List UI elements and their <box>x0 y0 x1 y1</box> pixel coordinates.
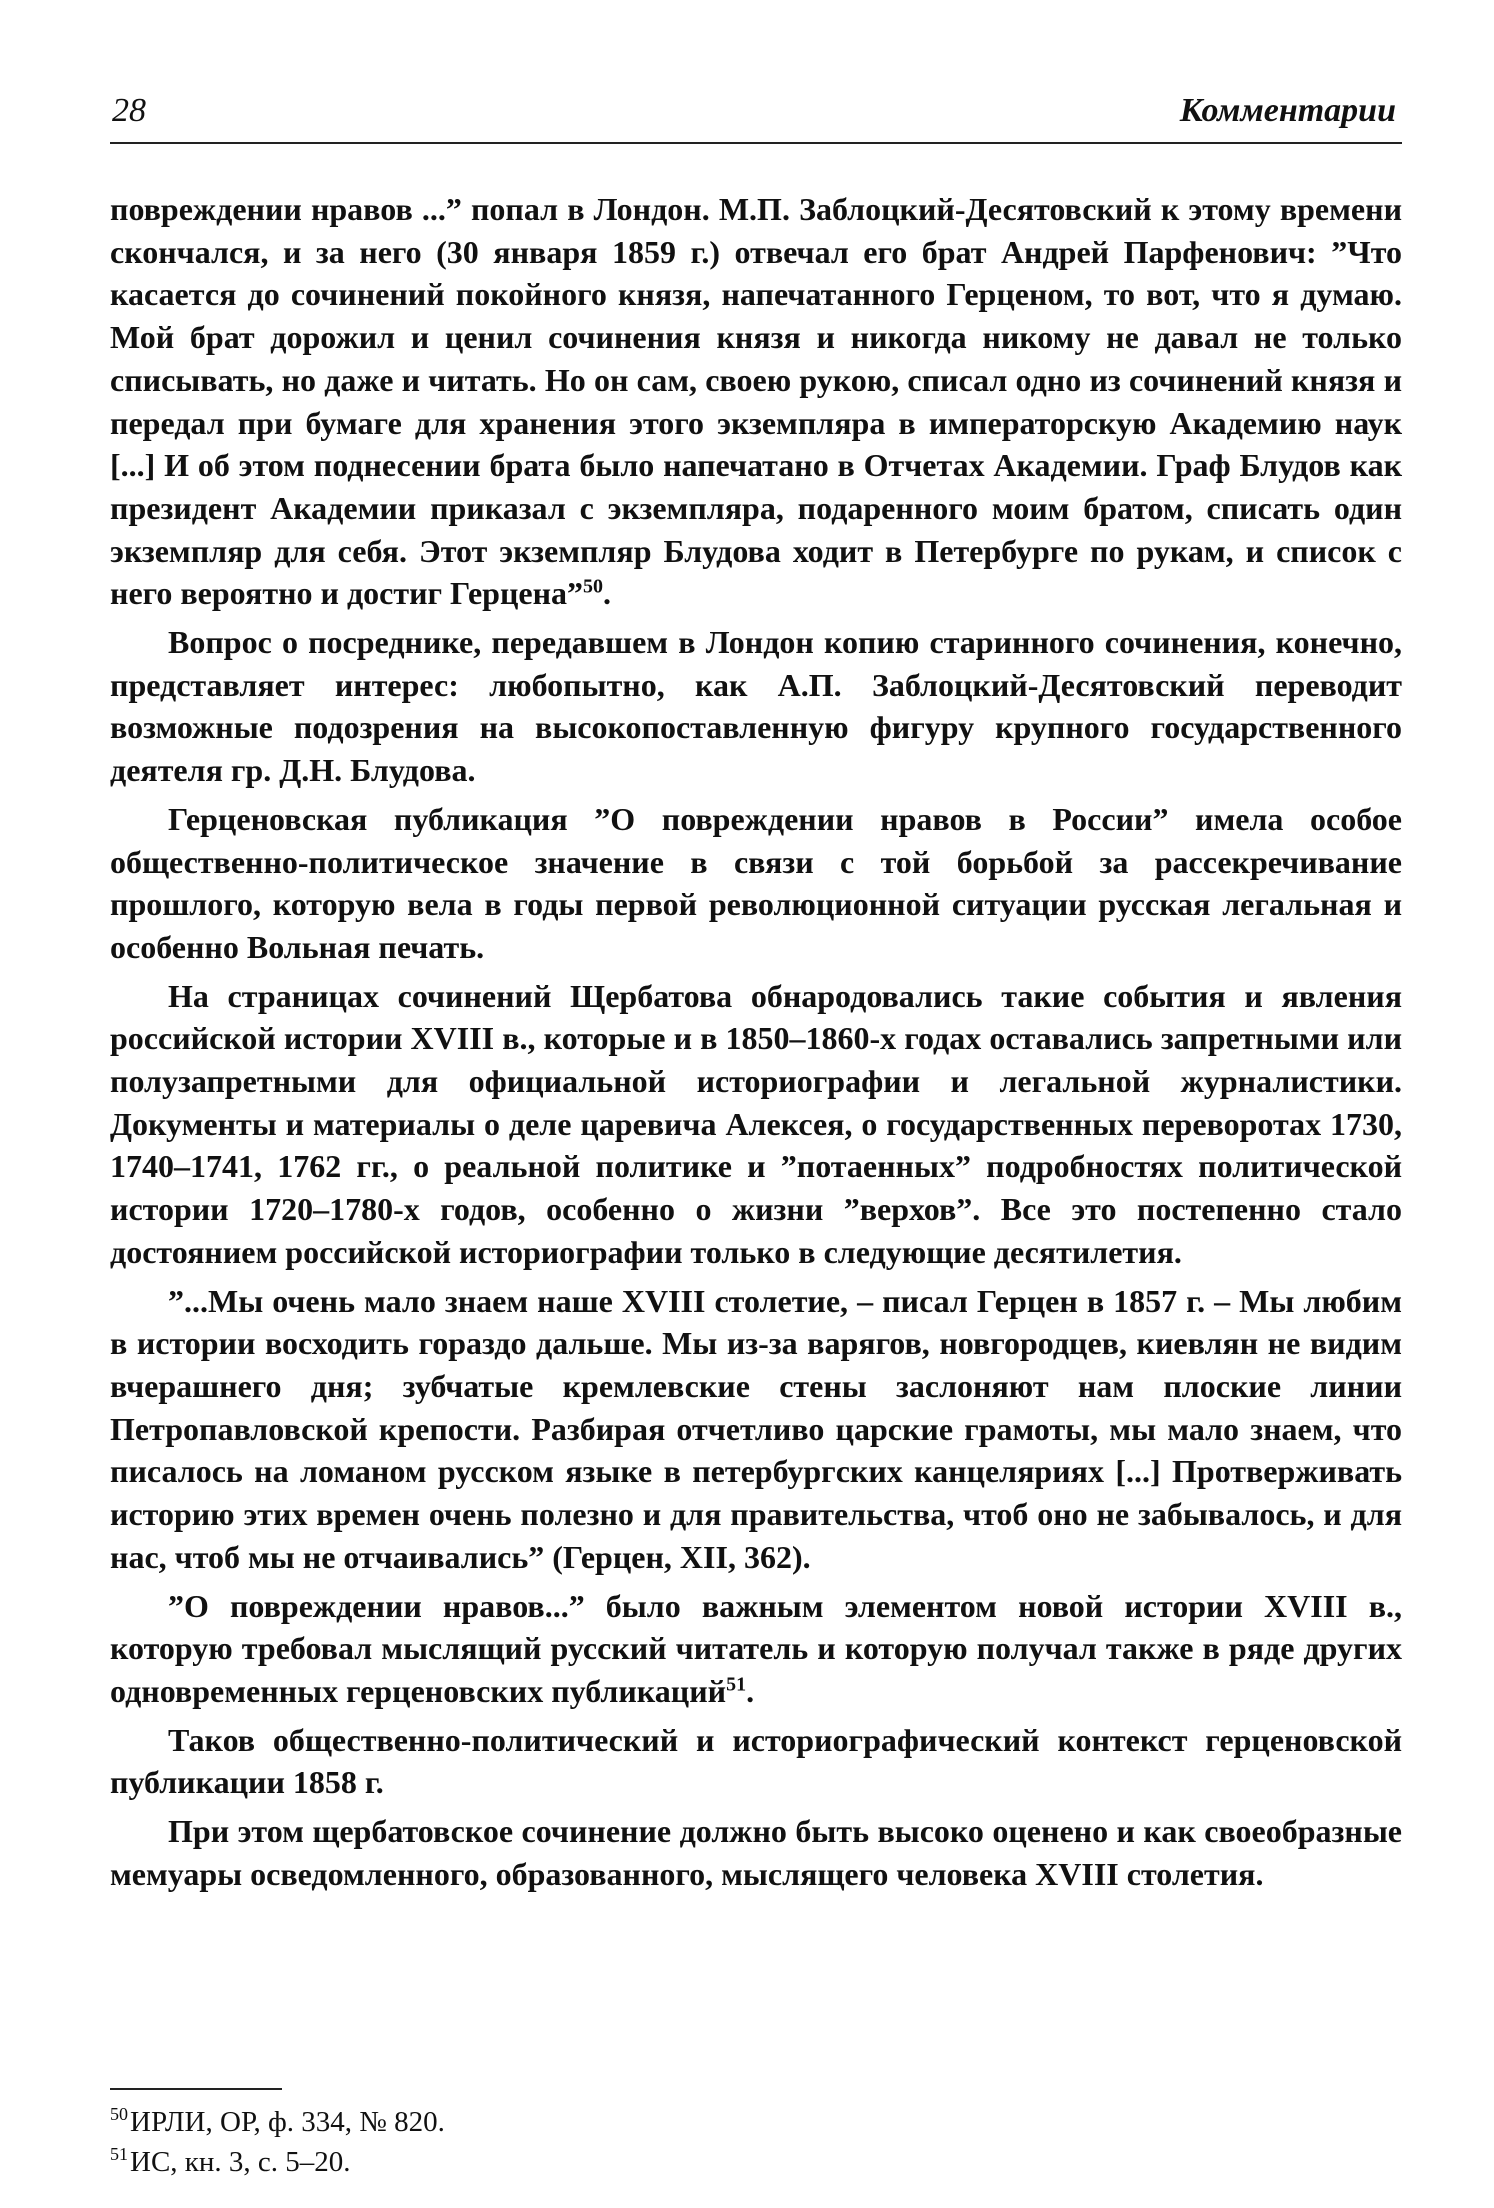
paragraph: ”О повреждении нравов...” было важным элементом новой истории XVIII в., которую требовал мыслящий русский читатель и которую получал также в ряде других одновременных герценовских публикаций$^{51}$. <box>110 1587 1402 1709</box>
body-text <box>110 188 1402 1901</box>
footnote <box>110 2102 1402 2142</box>
footnote-ref: 50 <box>583 575 604 598</box>
footnote <box>110 2142 1402 2182</box>
page-header <box>110 92 1402 144</box>
paragraph: повреждении нравов ...” попал в Лондон. М.П. Заблоцкий-Десятовский к этому времени скончался, и за него (30 января 1859 г.) отвечал его брат Андрей Парфенович: ”Что касается до сочинений покойного князя, напечатанного Герценом, то вот, что я думаю. Мой брат дорожил и ценил сочинения князя и никогда никому не давал не только списывать, но даже и читать. Но он сам, своею рукою, списал одно из сочинений князя и передал при бумаге для хранения этого экземпляра в императорскую Академию наук [...] И об этом поднесении брата было напечатано в Отчетах Академии. Граф Блудов как президент Академии приказал с экземпляра, подаренного моим братом, списать один экземпляр для себя. Этот экземпляр Блудова ходит в Петербурге по рукам, и список с него вероятно и достиг Герцена”$^{50}$. <box>110 191 1402 612</box>
footnote-ref: 51 <box>726 1673 747 1696</box>
footnote-text: ИРЛИ, ОР, ф. 334, № 820. <box>130 2106 445 2138</box>
paragraph: ”...Мы очень мало знаем наше XVIII столетие, – писал Герцен в 1857 г. – Мы любим в истории восходить гораздо дальше. Мы из-за варягов, новгородцев, киевлян не видим вчерашнего дня; зубчатые кремлевские стены заслоняют нам плоские линии Петропавловской крепости. Разбирая отчетливо царские грамоты, мы мало знаем, что писалось на ломаном русском языке в петербургских канцеляриях [...] Протверживать историю этих времен очень полезно и для правительства, чтоб оно не забывалось, и для нас, чтоб мы не отчаивались” (Герцен, XII, 362). <box>110 1282 1402 1575</box>
footnotes <box>110 2102 1402 2182</box>
paragraph: Вопрос о посреднике, передавшем в Лондон копию старинного сочинения, конечно, представляет интерес: любопытно, как А.П. Заблоцкий-Десятовский переводит возможные подозрения на высокопоставленную фигуру крупного государственного деятеля гр. Д.Н. Блудова. <box>110 624 1402 789</box>
paragraph: Герценовская публикация ”О повреждении нравов в России” имела особое общественно-политическое значение в связи с той борьбой за рассекречивание прошлого, которую вела в годы первой революционной ситуации русская легальная и особенно Вольная печать. <box>110 800 1402 965</box>
paragraph: Таков общественно-политический и историографический контекст герценовской публикации 1858 г. <box>110 1721 1402 1801</box>
page-number: 28 <box>112 92 146 129</box>
paragraph: При этом щербатовское сочинение должно быть высоко оценено и как своеобразные мемуары осведомленного, образованного, мыслящего человека XVIII столетия. <box>110 1813 1402 1892</box>
running-title: Комментарии <box>1179 92 1396 129</box>
footnote-number: 51 <box>110 2144 128 2165</box>
paragraph: На страницах сочинений Щербатова обнародовались такие события и явления российской истории XVIII в., которые и в 1850–1860-х годах оставались запретными или полузапретными для официальной историографии и легальной журналистики. Документы и материалы о деле царевича Алексея, о государственных переворотах 1730, 1740–1741, 1762 гг., о реальной политике и ”потаенных” подробностях политической истории 1720–1780-х годов, особенно о жизни ”верхов”. Все это постепенно стало достоянием российской историографии только в следующие десятилетия. <box>110 977 1402 1270</box>
footnote-text: ИС, кн. 3, с. 5–20. <box>130 2146 351 2178</box>
footnote-number: 50 <box>110 2104 128 2125</box>
footnote-divider <box>110 2088 282 2090</box>
